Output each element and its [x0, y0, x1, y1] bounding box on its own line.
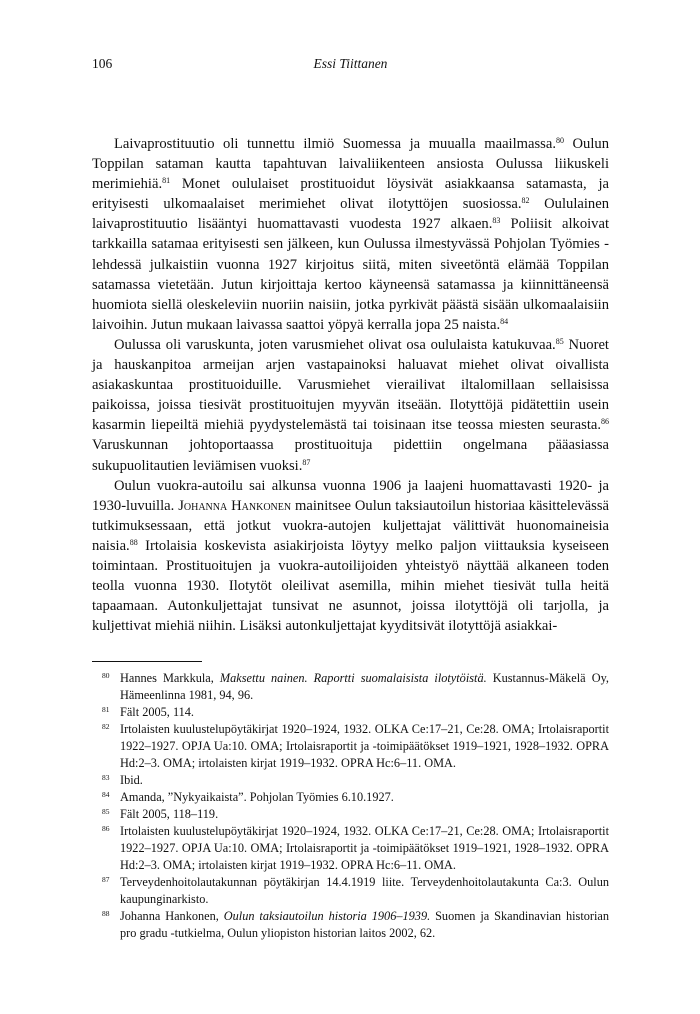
footnote-ref: 86: [601, 417, 609, 427]
footnote-title: Maksettu nainen. Raportti suomalaisista ilotytöistä.: [219, 671, 487, 685]
footnote: [92, 772, 609, 789]
text-run: Monet oululaiset prostituoidut löysivät asiakkaansa satamasta, ja erityisesti ulkomaalaiset merimiehet olivat ilotyttöjen suosiossa.: [92, 176, 609, 213]
footnote-text: Fält 2005, 114.: [120, 705, 195, 719]
footnote-number: 88: [102, 909, 110, 918]
footnote: [92, 721, 609, 772]
footnote-ref: 83: [492, 216, 501, 226]
footnote-text: Irtolaisten kuulustelupöytäkirjat 1920–1924, 1932. OLKA Ce:17–21, Ce:28. OMA; Irtolaisraportit 1922–1927. OPJA Ua:10. OMA; Irtolaisraportit ja -toimipäätökset 1919–1921, 1928–1932. OPRA Hd:2–3. OMA; irtolaisten kirjat 1919–1932. OPRA Hc:6–11. OMA.: [120, 824, 609, 872]
footnote: [92, 823, 609, 874]
footnote-number: 80: [102, 671, 110, 680]
footnote-text: Irtolaisten kuulustelupöytäkirjat 1920–1924, 1932. OLKA Ce:17–21, Ce:28. OMA; Irtolaisraportit 1922–1927. OPJA Ua:10. OMA; Irtolaisraportit ja -toimipäätökset 1919–1921, 1928–1932. OPRA Hd:2–3. OMA; irtolaisten kirjat 1919–1932. OPRA Hc:6–11. OMA.: [120, 722, 609, 770]
text-run: Irtolaisia koskevista asiakirjoista löytyy melko paljon viittauksia kyseiseen toimintaan. Prostituoitujen ja vuokra-autoilijoiden yhteistyö näyttää alkaneen toden teolla vuonna 1930. Ilotytöt oleilivat asemilla, mihin miehet tiesivät tulla heitä tapaamaan. Autonkuljettajat tunsivat ne asunnot, joissa ilotyttöjä oli tarjolla, ja kuljettivat miehiä niihin. Lisäksi autonkuljettajat kyyditsivät ilotyttöjä asiakkai-: [92, 537, 609, 635]
footnote-ref: 80: [555, 136, 564, 145]
text-run: Nuoret ja hauskanpitoa armeijan arjen vastapainoksi haluavat miehet olivat oivallista asiakaskuntaa prostituoiduille. Varusmiehet vierailivat iltalomillaan sellaisissa paikoissa, joissa tiesivät prostituoitujen myyvän itseään. Ilotyttöjä pidätettiin usein kasarmin liepeiltä miehiä pyydystelemästä tai toisinaan itse teossa miesten seurasta.: [92, 336, 609, 434]
footnote-text: Terveydenhoitolautakunnan pöytäkirjan 14.4.1919 liite. Terveydenhoitolautakunta Ca:3. Oulun kaupunginarkisto.: [120, 875, 609, 906]
footnote-text: Johanna Hankonen,: [120, 909, 224, 923]
text-run: Oululainen laivaprostituutio lisääntyi huomattavasti vuodesta 1927 alkaen.: [92, 196, 609, 233]
footnote-number: 87: [102, 875, 110, 884]
paragraph-2: [92, 335, 609, 476]
footnote: [92, 806, 609, 823]
footnote-ref: 81: [162, 176, 171, 186]
footnote: [92, 704, 609, 721]
footnote-title: Oulun taksiautoilun historia 1906–1939.: [223, 909, 431, 923]
text-run: Poliisit alkoivat tarkkailla satamaa erityisesti sen jälkeen, kun Oulussa ilmestyvässä Pohjolan Työmies -lehdessä julkaistiin vuonna 1927 kirjoitus siitä, miten siveetöntä elämää Toppilan satamassa vietetään. Jutun kirjoittaja kertoo käyneensä satamassa ja kiinnittäneensä huomiota siellä oleskeleviin nuoriin naisiin, jotka pyrkivät päästä sisään ulkomaalaisiin laivoihin. Jutun mukaan laivassa saattoi yöpyä kerralla jopa 25 naista.: [92, 216, 609, 333]
footnote-divider: [92, 661, 202, 662]
footnote-text: Fält 2005, 118–119.: [120, 807, 219, 821]
text-run: Oulun Toppilan sataman kautta tapahtuvan laivaliikenteen ansiosta Oulussa liikuskeli merimiehiä.: [92, 136, 610, 193]
running-head: [92, 56, 609, 74]
footnote-number: 84: [102, 790, 110, 799]
footnote-number: 85: [102, 807, 110, 816]
text-run: Oulun vuokra-autoilu sai alkunsa vuonna 1906 ja laajeni huomattavasti 1920- ja 1930-luvuilla.: [92, 477, 609, 514]
running-head-author: Essi Tiittanen: [313, 56, 388, 71]
footnote: [92, 908, 609, 942]
footnote-text: Kustannus-Mäkelä Oy, Hämeenlinna 1981, 94, 96.: [120, 671, 609, 702]
page-number: 106: [92, 56, 113, 71]
footnote-number: 82: [102, 722, 110, 731]
footnote-text: Suomen ja Skandinavian historian pro gradu -tutkielma, Oulun yliopiston historian laitos 2002, 62.: [120, 909, 610, 940]
paragraph-3: [92, 476, 609, 637]
footnote-text: Ibid.: [120, 773, 143, 787]
footnote-number: 86: [102, 824, 110, 833]
footnotes: [92, 670, 609, 942]
footnote-text: Hannes Markkula,: [120, 671, 220, 685]
footnote: [92, 670, 609, 704]
footnote-ref: 82: [521, 196, 530, 206]
text-run: Oulussa oli varuskunta, joten varusmiehet olivat osa oululaista katukuvaa.: [114, 336, 556, 353]
text-run: Varuskunnan johtoportaassa prostituoituja pidettiin ongelmana pääasiassa sukupuolitautien leviämisen vuoksi.: [92, 437, 609, 474]
footnote-text: Amanda, ”Nykyaikaista”. Pohjolan Työmies 6.10.1927.: [120, 790, 394, 804]
paragraph-1: [92, 134, 609, 335]
footnote-number: 81: [102, 705, 110, 714]
footnote: [92, 789, 609, 806]
body-text: [92, 134, 609, 636]
footnote-number: 83: [102, 773, 110, 782]
text-run: mainitsee Oulun taksiautoilun historiaa käsittelevässä tutkimuksessaan, että jotkut vuokra-autojen kuljettajat välittivät huonomaineisia naisia.: [92, 497, 609, 554]
footnote: [92, 874, 609, 908]
author-name: Johanna Hankonen: [178, 497, 292, 514]
footnote-ref: 84: [500, 316, 509, 326]
footnote-ref: 87: [302, 457, 311, 467]
footnote-ref: 88: [129, 537, 138, 547]
text-run: Laivaprostituutio oli tunnettu ilmiö Suomessa ja muualla maailmassa.: [114, 136, 556, 152]
footnote-ref: 85: [555, 336, 564, 346]
